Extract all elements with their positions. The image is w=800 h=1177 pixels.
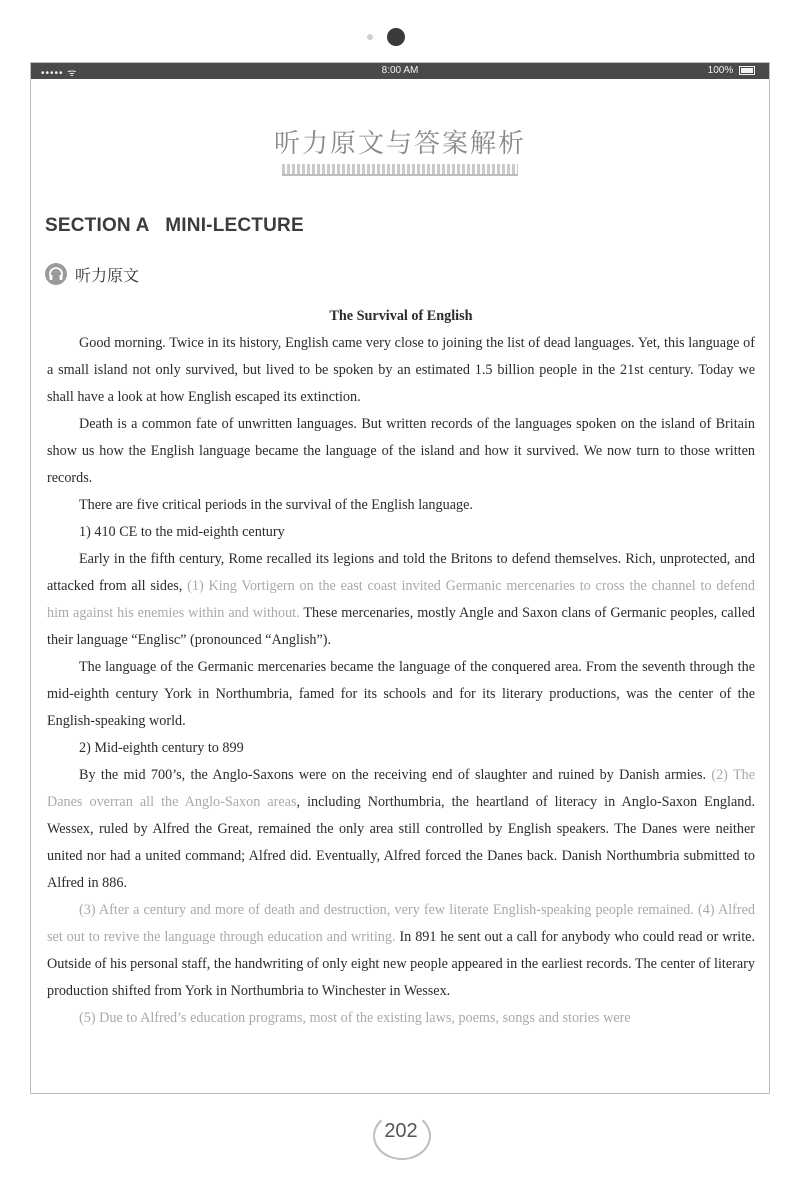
article-body	[47, 303, 755, 1032]
headphones-icon	[45, 263, 67, 285]
paragraph-5	[47, 546, 755, 654]
paragraph-10: (5) Due to Alfred’s education programs, most of the existing laws, poems, songs and stories were	[79, 1010, 631, 1026]
text-run: In 891 he sent out a call for anybody who could read or write. Outside of his personal staff, the handwriting of only eight new people appeared in the earliest records. The center of literary production shifted from York in Northumbria to Winchester in Wessex.	[47, 929, 755, 999]
answer-highlight-1: (1) King Vortigern on the east coast invited Germanic mercenaries to cross the channel to defend him against his enemies within and without.	[47, 578, 755, 621]
status-time: 8:00 AM	[381, 65, 419, 76]
page-number-value: 202	[384, 1120, 418, 1142]
battery-icon	[739, 66, 755, 75]
text-run: These mercenaries, mostly Angle and Saxon clans of Germanic peoples, called their language “Englisc” (pronounced “Anglish”).	[47, 605, 755, 648]
page-header	[31, 123, 769, 176]
paragraph-9	[47, 897, 755, 1005]
paragraph-3: There are five critical periods in the survival of the English language.	[79, 497, 473, 513]
paragraph-1: Good morning. Twice in its history, English came very close to joining the list of dead languages. Yet, this language of a small island not only survived, but lived to be spoken by an estimated 1.5 billion people in the 21st century. Today we shall have a look at how English escaped its extinction.	[47, 335, 755, 405]
camera	[367, 28, 407, 48]
article-title: The Survival of English	[329, 308, 473, 324]
section-heading: SECTION A MINI-LECTURE	[45, 215, 304, 236]
sub-heading-label: 听力原文	[75, 265, 140, 285]
signal-wifi-icon: ••••• ᯤ	[41, 68, 78, 79]
text-run: Early in the fifth century, Rome recalled its legions and told the Britons to defend themselves. Rich, unprotected, and attacked from all sides,	[47, 551, 755, 594]
title-decoration	[282, 164, 518, 176]
sub-heading	[45, 261, 139, 287]
battery-status	[708, 65, 755, 76]
sensor-dot	[367, 34, 373, 40]
camera-lens	[387, 28, 405, 46]
period-2-heading: 2) Mid-eighth century to 899	[79, 740, 244, 756]
text-run: By the mid 700’s, the Anglo-Saxons were on the receiving end of slaughter and ruined by Danish armies.	[79, 767, 712, 783]
text-run: , including Northumbria, the heartland of literacy in Anglo-Saxon England. Wessex, ruled by Alfred the Great, remained the only area still controlled by English speakers. The Danes were neither united nor had a united command; Alfred did. Eventually, Alfred forced the Danes back. Danish Northumbria submitted to Alfred in 886.	[47, 794, 755, 891]
paragraph-6: The language of the Germanic mercenaries became the language of the conquered area. From the seventh through the mid-eighth century York in Northumbria, famed for its schools and for its literary productions, was the center of the English-speaking world.	[47, 659, 755, 729]
answer-highlight-3-4: (3) After a century and more of death and destruction, very few literate English-speaking people remained. (4) Alfred set out to revive the language through education and writing.	[47, 902, 755, 945]
device-screen	[30, 62, 770, 1094]
battery-percent: 100%	[707, 65, 734, 76]
page-number	[373, 1110, 429, 1154]
status-bar	[31, 63, 769, 79]
page-title: 听力原文与答案解析	[273, 129, 526, 159]
paragraph-2: Death is a common fate of unwritten languages. But written records of the languages spoken on the island of Britain show us how the English language became the language of the island and how it survived. We now turn to those written records.	[47, 416, 755, 486]
paragraph-8	[47, 762, 755, 897]
period-1-heading: 1) 410 CE to the mid-eighth century	[79, 524, 285, 540]
answer-highlight-2: (2) The Danes overran all the Anglo-Saxon areas	[47, 767, 756, 810]
